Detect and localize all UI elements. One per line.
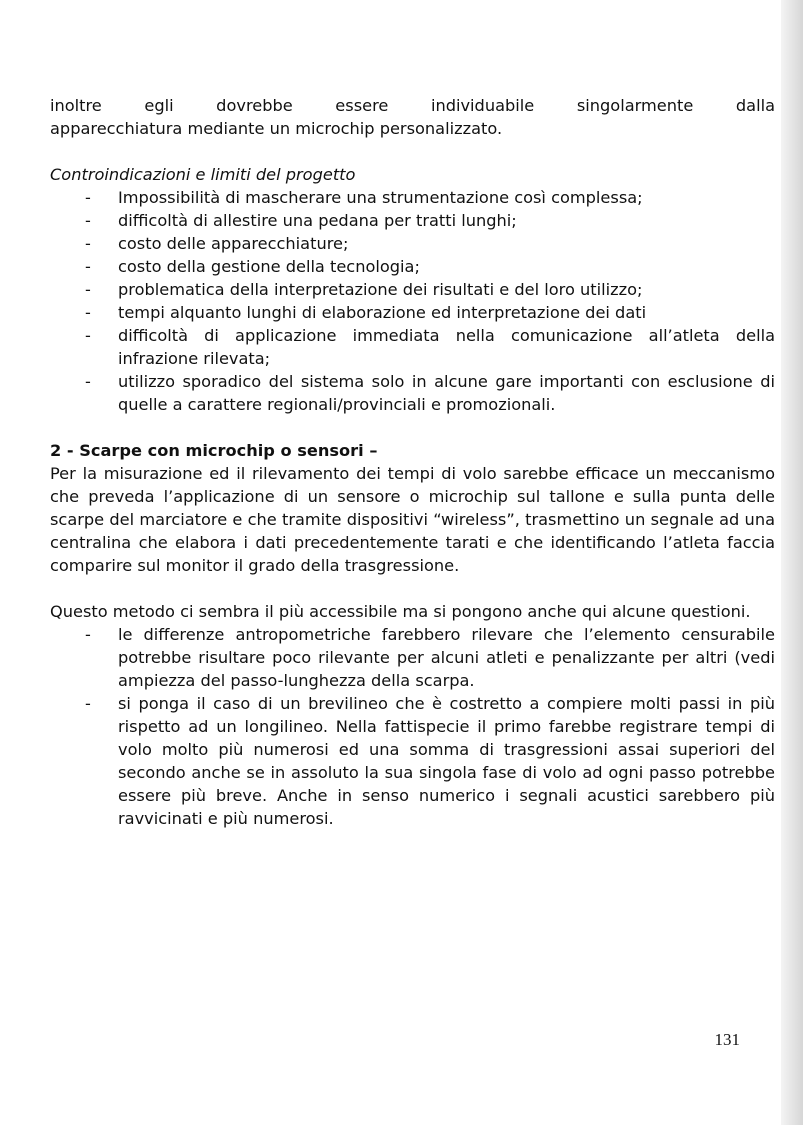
list-item: - Impossibilità di mascherare una strumentazione così complessa; — [50, 186, 775, 209]
limits-list — [50, 186, 775, 416]
intro-line-1: inoltre egli dovrebbe essere individuabile singolarmente dalla — [50, 96, 775, 115]
scarpe-paragraph: Per la misurazione ed il rilevamento dei tempi di volo sarebbe efficace un meccanismo che preveda l’applicazione di un sensore o microchip sul tallone e sulla punta delle scarpe del marciatore e che tramite dispositivi “wireless”, trasmettino un segnale ad una centralina che elabora i dati precedentemente tarati e che identificando l’atleta faccia comparire sul monitor il grado della trasgressione. — [50, 464, 775, 575]
list-item: - problematica della interpretazione dei risultati e del loro utilizzo; — [50, 278, 775, 301]
page-number: 131 — [714, 1030, 740, 1049]
list-item: - costo delle apparecchiature; — [50, 232, 775, 255]
questioni-list — [50, 623, 775, 830]
list-item: - difficoltà di applicazione immediata nella comunicazione all’atleta della infrazione rilevata; — [50, 324, 775, 370]
document-body — [50, 94, 775, 830]
questioni-intro: Questo metodo ci sembra il più accessibile ma si pongono anche qui alcune questioni. — [50, 602, 751, 621]
list-item: - costo della gestione della tecnologia; — [50, 255, 775, 278]
section-title-scarpe: 2 - Scarpe con microchip o sensori – — [50, 441, 378, 460]
page-edge-shadow — [781, 0, 803, 1125]
list-item: - si ponga il caso di un brevilineo che è costretto a compiere molti passi in più rispetto ad un longilineo. Nella fattispecie il primo farebbe registrare tempi di volo molto più numerosi ed una somma di trasgressioni assai superiori del secondo anche se in assoluto la sua singola fase di volo ad ogni passo potrebbe essere più breve. Anche in senso numerico i segnali acustici sarebbero più ravvicinati e più numerosi. — [50, 692, 775, 830]
list-item: - difficoltà di allestire una pedana per tratti lunghi; — [50, 209, 775, 232]
intro-line-2: apparecchiatura mediante un microchip personalizzato. — [50, 119, 503, 138]
list-item: - le differenze antropometriche farebbero rilevare che l’elemento censurabile potrebbe risultare poco rilevante per alcuni atleti e penalizzante per altri (vedi ampiezza del passo-lunghezza della scarpa. — [50, 623, 775, 692]
list-item: - tempi alquanto lunghi di elaborazione ed interpretazione dei dati — [50, 301, 775, 324]
section-title-controindicazioni: Controindicazioni e limiti del progetto — [50, 165, 356, 184]
list-item: - utilizzo sporadico del sistema solo in alcune gare importanti con esclusione di quelle a carattere regionali/provinciali e promozionali. — [50, 370, 775, 416]
